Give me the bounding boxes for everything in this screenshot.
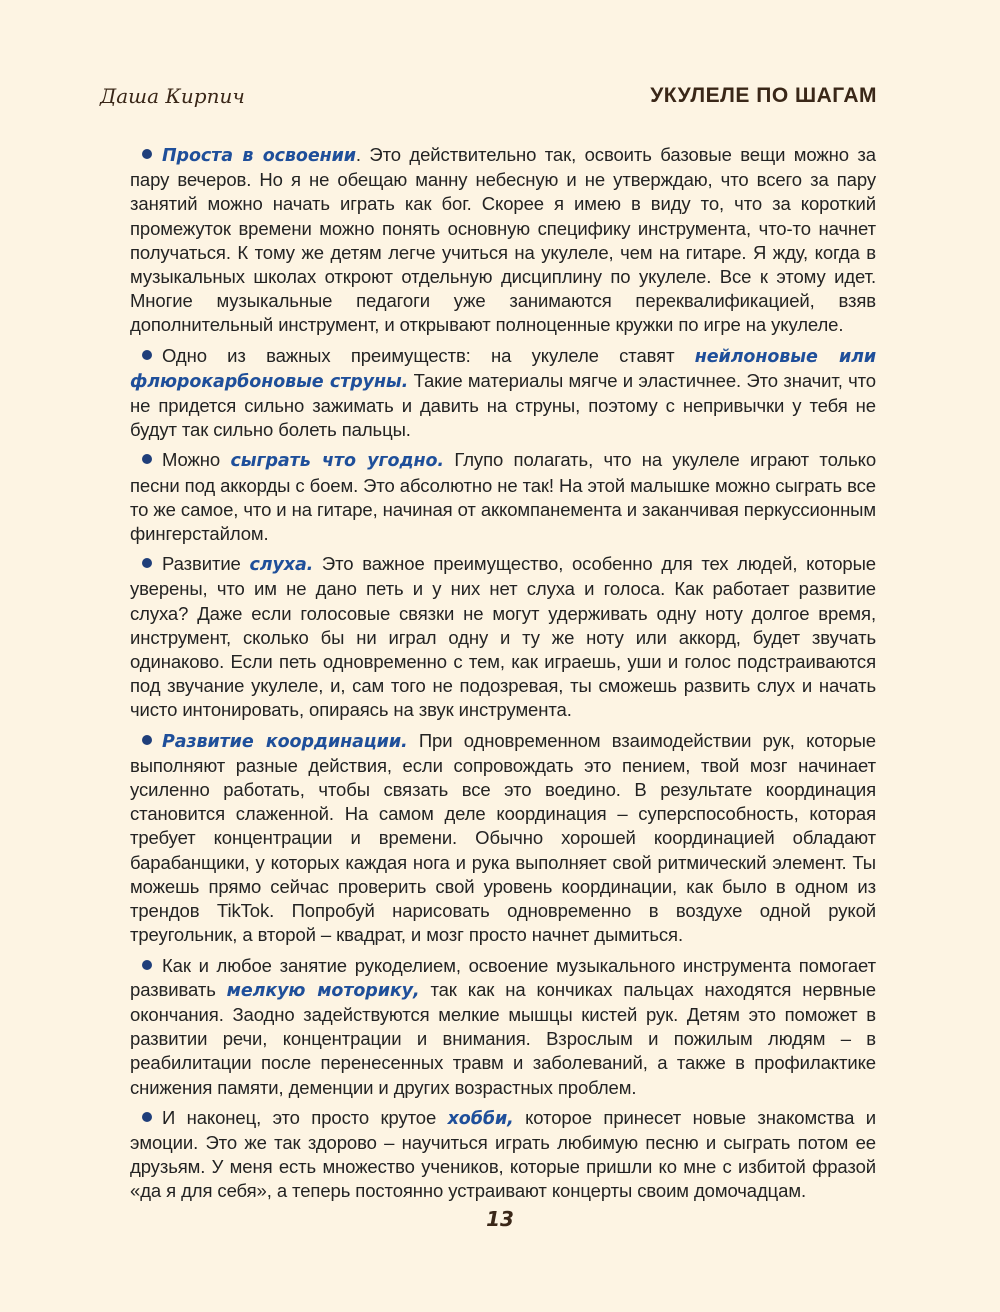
item-highlight: мелкую моторику, — [226, 980, 420, 1001]
item-highlight: Проста в освоении — [162, 146, 356, 166]
item-text-pre: Развитие — [162, 553, 250, 575]
bullet-icon — [142, 1112, 152, 1122]
page-body — [130, 143, 876, 1210]
item-text-post: которое принесет новые знакомства и эмоции. Это же так здорово – научиться играть любимую песню и сыграть потом ее друзьям. У меня есть множество учеников, которые пришли ко мне с избитой фразой «да я для себя», а теперь постоянно устраивают концерты своим домочадцам. — [130, 1106, 876, 1202]
list-item — [130, 552, 876, 722]
item-highlight: хобби, — [447, 1108, 514, 1129]
page-header — [100, 84, 877, 114]
item-text-pre: И наконец, это просто крутое — [162, 1106, 448, 1128]
bullet-icon — [142, 454, 152, 464]
bullet-icon — [142, 960, 152, 970]
item-text-pre: Можно — [162, 449, 231, 471]
item-text-pre: Как и любое занятие рукоделием, освоение музыкального инструмента помогает развивать — [130, 954, 876, 1000]
item-highlight: Развитие координации. — [162, 731, 408, 752]
item-text-post: Глупо полагать, что на укулеле играют только песни под аккорды с боем. Это абсолютно не так! На этой малышке можно сыграть все то же самое, что и на гитаре, начиная от аккомпанемента и заканчивая перкуссионным фингерстайлом. — [130, 449, 877, 545]
list-item — [130, 448, 876, 546]
item-highlight: сыграть что угодно. — [230, 451, 444, 472]
list-item — [130, 344, 876, 443]
bullet-icon — [142, 735, 152, 745]
item-highlight: слуха. — [249, 555, 314, 576]
item-text-post: При одновременном взаимодействии рук, которые выполняют разные действия, если сопровождать это пением, твой мозг начинает усиленно работать, чтобы связать все это воедино. В результате координация становится слаженной. На самом деле координация – суперспособность, которая требует концентрации и времени. Обычно хорошей координацией обладают барабанщики, у которых каждая нога и рука выполняет свой ритмический элемент. Ты можешь прямо сейчас проверить свой уровень координации, как было в одном из трендов TikTok. Попробуй нарисовать одновременно в воздухе одной рукой треугольник, а второй – квадрат, и мозг просто начнет дымиться. — [130, 729, 876, 946]
item-text-post: . Это действительно так, освоить базовые вещи можно за пару вечеров. Но я не обещаю манну небесную и не утверждаю, что всего за пару занятий можно начать играть как бог. Скорее я имею в виду то, что за короткий промежуток времени можно понять основную специфику инструмента, что-то начнет получаться. К тому же детям легче учиться на укулеле, чем на гитаре. Я жду, когда в музыкальных школах откроют отдельную дисциплину по укулеле. Все к этому идет. Многие музыкальные педагоги уже занимаются переквалификацией, взяв дополнительный инструмент, и открывают полноценные кружки по игре на укулеле. — [130, 144, 876, 336]
list-item — [130, 1106, 876, 1204]
bullet-icon — [142, 350, 152, 360]
item-text-post: Это важное преимущество, особенно для тех людей, которые уверены, что им не дано петь и у них нет слуха и голоса. Как работает развитие слуха? Даже если голосовые связки не могут удерживать одну ноту долгое время, инструмент, сколько бы ни играл одну и ту же ноту или аккорд, будет звучать одинаково. Если петь одновременно с тем, как играешь, уши и голос подстраиваются под звучание укулеле, и, сам того не подозревая, ты сможешь развить слух и начать чисто интонировать, опираясь на звук инструмента. — [130, 553, 876, 721]
item-text-post: так как на кончиках пальцах находятся нервные окончания. Заодно задействуются мелкие мышцы кистей рук. Детям это поможет в развитии речи, концентрации и внимания. Взрослым и пожилым людям – в реабилитации после перенесенных травм и заболеваний, а также в профилактике снижения памяти, деменции и других возрастных проблем. — [130, 978, 876, 1098]
bullet-icon — [142, 558, 152, 568]
author-name: Даша Кирпич — [100, 84, 245, 108]
item-text-post: Такие материалы мягче и эластичнее. Это значит, что не придется сильно зажимать и давить на струны, поэтому с непривычки у тебя не будут так сильно болеть пальцы. — [130, 369, 876, 441]
item-text-pre: Одно из важных преимуществ: на укулеле ставят — [162, 344, 695, 366]
page-number: 13 — [486, 1207, 514, 1231]
list-item — [130, 729, 876, 948]
bullet-icon — [142, 149, 152, 159]
list-item — [130, 143, 876, 338]
item-highlight: нейлоновые или флюрокарбоновые струны. — [130, 346, 876, 392]
book-title: УКУЛЕЛЕ ПО ШАГАМ — [650, 84, 877, 107]
list-item — [130, 954, 876, 1100]
